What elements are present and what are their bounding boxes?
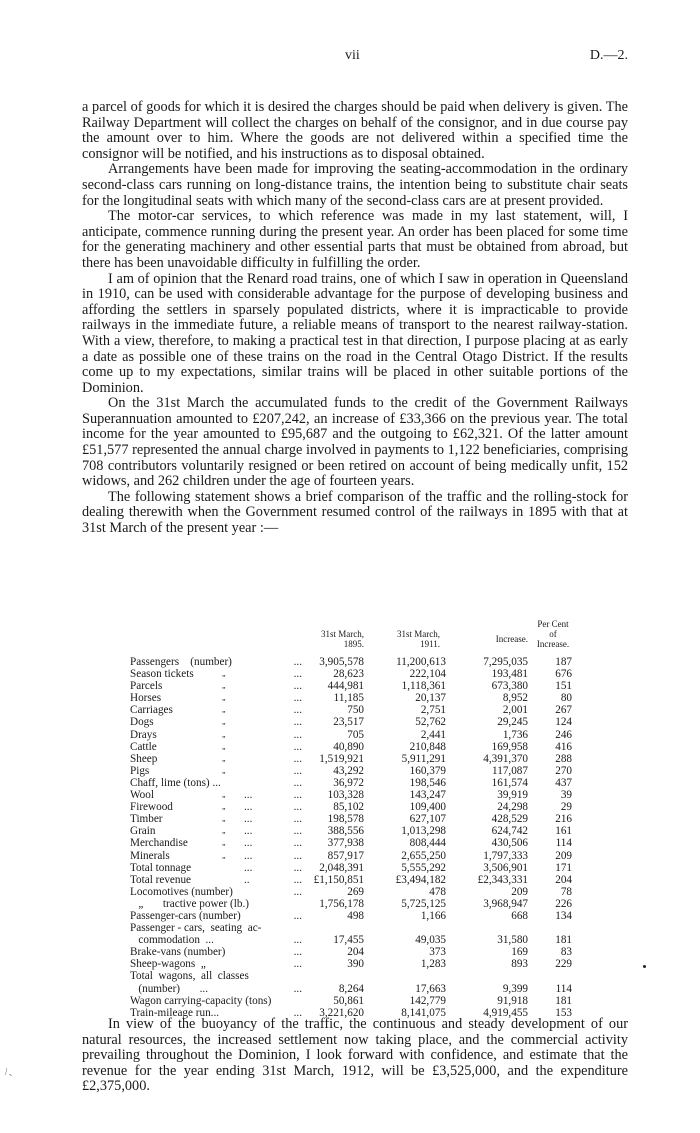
row-leader-dots: ... bbox=[293, 958, 302, 971]
value-percent: 134 bbox=[555, 909, 572, 922]
row-leader-dots bbox=[282, 922, 306, 934]
body-text bbox=[82, 100, 628, 537]
mid-leader-dots: ... bbox=[244, 861, 253, 874]
row-label: Season tickets „ bbox=[130, 668, 227, 681]
page-number: vii bbox=[345, 48, 360, 63]
value-1911: 5,555,292 bbox=[401, 861, 446, 874]
row-label: (number) ... bbox=[130, 982, 208, 995]
header-label-spacer bbox=[130, 619, 306, 656]
table-row bbox=[130, 874, 572, 886]
table-row bbox=[130, 801, 572, 813]
value-increase: 193,481 bbox=[491, 668, 528, 681]
paragraph-seating-accommodation: Arrangements have been made for improving the seating-accommodation in the ordinary second-class cars running on long-distance trains, the intention being to substitute chair seats for the longitudinal seats with which many of the second-class cars are at present provided. bbox=[82, 161, 628, 209]
table-row bbox=[130, 922, 572, 934]
table-row bbox=[130, 850, 572, 862]
value-1911: 1,118,361 bbox=[401, 680, 446, 693]
mid-leader-dots: ... bbox=[244, 813, 253, 826]
value-1911: 1,013,298 bbox=[401, 825, 446, 838]
ditto-mark: „ bbox=[222, 765, 227, 775]
value-percent: 246 bbox=[555, 728, 572, 741]
value-increase: 169,958 bbox=[491, 740, 528, 753]
row-label: Chaff, lime (tons) ... bbox=[130, 776, 221, 789]
table-row bbox=[130, 995, 572, 1007]
value-increase: 209 bbox=[511, 885, 528, 898]
value-percent: 153 bbox=[555, 1006, 572, 1019]
header-percent: Per Cent of Increase. bbox=[536, 619, 570, 649]
value-percent bbox=[528, 970, 572, 982]
value-percent: 229 bbox=[555, 958, 572, 971]
value-percent: 114 bbox=[555, 837, 572, 850]
row-leader-dots: ... bbox=[293, 801, 302, 814]
value-1911: 5,911,291 bbox=[401, 752, 446, 765]
mid-leader-dots: ... bbox=[244, 837, 253, 850]
row-label: Train-mileage run... bbox=[130, 1006, 220, 1019]
row-label: Passenger - cars, seating ac- bbox=[130, 922, 262, 935]
value-1895: 85,102 bbox=[333, 801, 364, 814]
row-leader-dots: ... bbox=[293, 909, 302, 922]
row-leader-dots: ... bbox=[293, 825, 302, 838]
row-label: Horses „ bbox=[130, 692, 227, 705]
value-percent: 29 bbox=[560, 801, 572, 814]
value-percent: 209 bbox=[555, 849, 572, 862]
value-percent: 151 bbox=[555, 680, 572, 693]
value-percent: 83 bbox=[560, 946, 572, 959]
row-label: Firewood „ ... bbox=[130, 801, 253, 814]
row-leader-dots: ... bbox=[293, 668, 302, 681]
table-row bbox=[130, 958, 572, 970]
paragraph-statement-intro: The following statement shows a brief comparison of the traffic and the rolling-stock for dealing therewith when the Government resumed control of the railways in 1895 with that at 31st March of the present year :— bbox=[82, 488, 628, 537]
table-header-row bbox=[130, 619, 572, 656]
value-percent: 204 bbox=[555, 873, 572, 886]
row-label: Pigs „ bbox=[130, 764, 227, 777]
value-percent: 171 bbox=[555, 861, 572, 874]
table-row bbox=[130, 898, 572, 910]
row-label: Minerals „ ... bbox=[130, 849, 253, 862]
table-row bbox=[130, 910, 572, 922]
table-row bbox=[130, 837, 572, 849]
row-label: Dogs „ bbox=[130, 716, 227, 729]
ditto-mark: „ bbox=[222, 729, 227, 739]
mid-leader-dots: ... bbox=[244, 849, 253, 862]
paragraph-parcel-charges: a parcel of goods for which it is desired the charges should be paid when delivery is given. The Railway Department will collect the charges on behalf of the consignor, and in due course pay the amount over to him. Where the goods are not delivered within a specified time the consignor will be notified, and his instructions as to disposal obtained. bbox=[82, 99, 628, 162]
value-increase bbox=[446, 970, 528, 982]
value-1911: 143,247 bbox=[409, 789, 446, 802]
value-1911: 17,663 bbox=[415, 982, 446, 995]
row-leader-dots: ... bbox=[293, 934, 302, 947]
row-leader-dots: ... bbox=[293, 813, 302, 826]
value-increase: 31,580 bbox=[497, 934, 528, 947]
value-percent: 114 bbox=[555, 982, 572, 995]
row-label: Merchandise „ ... bbox=[130, 837, 253, 850]
table-row bbox=[130, 813, 572, 825]
table-row bbox=[130, 680, 572, 692]
row-label: Parcels „ bbox=[130, 680, 227, 693]
row-label: Brake-vans (number) bbox=[130, 946, 226, 959]
value-percent: 226 bbox=[555, 897, 572, 910]
value-1895: 2,048,391 bbox=[319, 861, 364, 874]
value-1895: 1,519,921 bbox=[319, 752, 364, 765]
table-body bbox=[130, 656, 572, 1019]
row-leader-dots: ... bbox=[293, 885, 302, 898]
value-percent: 187 bbox=[555, 656, 572, 668]
margin-pencil-mark: \ - bbox=[1, 1066, 15, 1081]
row-leader-dots: ... bbox=[293, 728, 302, 741]
ditto-mark: „ bbox=[222, 741, 227, 751]
value-percent: 80 bbox=[560, 692, 572, 705]
row-leader-dots: ... bbox=[293, 946, 302, 959]
table-row bbox=[130, 704, 572, 716]
table-row bbox=[130, 970, 572, 982]
mid-leader-dots: .. bbox=[244, 873, 250, 886]
header-1895: 31st March, 1895. bbox=[321, 629, 364, 649]
row-leader-dots: ... bbox=[293, 982, 302, 995]
ditto-mark: „ bbox=[222, 814, 227, 824]
value-increase: 4,391,370 bbox=[483, 752, 528, 765]
row-leader-dots bbox=[282, 970, 306, 982]
value-percent: 39 bbox=[560, 789, 572, 802]
value-1895: 36,972 bbox=[333, 776, 364, 789]
value-1911: 52,762 bbox=[415, 716, 446, 729]
row-leader-dots: ... bbox=[293, 837, 302, 850]
value-increase: 8,952 bbox=[502, 692, 528, 705]
value-1895: 705 bbox=[347, 728, 364, 741]
value-increase: 9,399 bbox=[502, 982, 528, 995]
row-label: „ tractive power (lb.) bbox=[130, 897, 249, 910]
value-1895: 8,264 bbox=[338, 982, 364, 995]
value-1911: £3,494,182 bbox=[395, 873, 446, 886]
paragraph-motor-car-services: The motor-car services, to which reference was made in my last statement, will, I anticipate, commence running during the present year. An order has been placed for some time for the generating machinery and other essential parts that must be obtained from abroad, but there has been unavoidable difficulty in fulfilling the order. bbox=[82, 208, 628, 271]
mid-leader-dots: ... bbox=[244, 825, 253, 838]
value-percent: 124 bbox=[555, 716, 572, 729]
value-1911: 198,546 bbox=[409, 776, 446, 789]
paragraph-superannuation: On the 31st March the accumulated funds to the credit of the Government Railways Superannuation amounted to £207,242, an increase of £33,366 on the previous year. The total income for the year amounted to £95,687 and the outgoing to £62,321. Of the latter amount £51,577 represented the annual charge involved in payments to 1,122 beneficiaries, comprising 708 contributors voluntarily resigned or been retired on account of being medically unfit, 152 widows, and 262 children under the age of fourteen years. bbox=[82, 395, 628, 490]
page-header bbox=[82, 48, 628, 66]
row-label: commodation ... bbox=[130, 934, 214, 947]
table-row bbox=[130, 668, 572, 680]
row-label: Locomotives (number) bbox=[130, 885, 233, 898]
value-increase: 169 bbox=[511, 946, 528, 959]
ditto-mark: „ bbox=[222, 826, 227, 836]
table-row bbox=[130, 741, 572, 753]
value-percent: 437 bbox=[555, 776, 572, 789]
value-1895: 444,981 bbox=[327, 680, 364, 693]
row-leader-dots: ... bbox=[293, 692, 302, 705]
value-1895: 204 bbox=[347, 946, 364, 959]
value-1895: 750 bbox=[347, 704, 364, 717]
value-1911: 2,441 bbox=[420, 728, 446, 741]
value-1911: 627,107 bbox=[409, 813, 446, 826]
row-leader-dots bbox=[282, 898, 306, 910]
value-percent: 676 bbox=[555, 668, 572, 681]
table-row bbox=[130, 729, 572, 741]
value-1895: 377,938 bbox=[327, 837, 364, 850]
value-percent: 181 bbox=[555, 994, 572, 1007]
value-1911 bbox=[364, 970, 446, 982]
value-increase: 3,506,901 bbox=[483, 861, 528, 874]
row-label: Wool „ ... bbox=[130, 789, 253, 802]
table-row bbox=[130, 934, 572, 946]
value-1895: 43,292 bbox=[333, 764, 364, 777]
table-row bbox=[130, 886, 572, 898]
value-increase: 1,797,333 bbox=[483, 849, 528, 862]
row-leader-dots bbox=[282, 995, 306, 1007]
value-1911 bbox=[364, 922, 446, 934]
document-reference: D.—2. bbox=[589, 48, 628, 63]
value-1895: 40,890 bbox=[333, 740, 364, 753]
table-row bbox=[130, 716, 572, 728]
table-row bbox=[130, 789, 572, 801]
value-percent bbox=[528, 922, 572, 934]
ditto-mark: „ bbox=[222, 681, 227, 691]
table-row bbox=[130, 946, 572, 958]
value-1895: 857,917 bbox=[327, 849, 364, 862]
value-increase: 3,968,947 bbox=[483, 897, 528, 910]
value-increase: 29,245 bbox=[497, 716, 528, 729]
value-1911: 2,751 bbox=[420, 704, 446, 717]
row-leader-dots: ... bbox=[293, 716, 302, 729]
row-leader-dots: ... bbox=[293, 764, 302, 777]
value-1895: 103,328 bbox=[327, 789, 364, 802]
ditto-mark: „ bbox=[222, 850, 227, 860]
table-row bbox=[130, 692, 572, 704]
header-increase: Increase. bbox=[495, 634, 528, 644]
value-increase: 161,574 bbox=[491, 776, 528, 789]
table-row bbox=[130, 765, 572, 777]
table-row bbox=[130, 656, 572, 668]
row-leader-dots: ... bbox=[293, 776, 302, 789]
paragraph-renard-road-trains: I am of opinion that the Renard road trains, one of which I saw in operation in Queensland in 1910, can be used with considerable advantage for the purpose of developing business and affording the settlers in sparsely populated districts, where it is impracticable to provide railways in the immediate future, a reliable means of transport to the nearest railway-station. With a view, therefore, to making a practical test in that direction, I purpose placing at as early a date as possible one of these trains on the road in the Central Otago District. If the results come up to my expectations, similar trains will be placed in other suitable portions of the Dominion. bbox=[82, 270, 628, 396]
value-increase: 91,918 bbox=[497, 994, 528, 1007]
value-1895: 23,517 bbox=[333, 716, 364, 729]
value-1911: 20,137 bbox=[415, 692, 446, 705]
value-increase: £2,343,331 bbox=[477, 873, 528, 886]
value-1895: 3,905,578 bbox=[319, 656, 364, 668]
value-increase: 2,001 bbox=[502, 704, 528, 717]
value-1911: 109,400 bbox=[409, 801, 446, 814]
row-label: Passenger-cars (number) bbox=[130, 909, 241, 922]
value-1895: 498 bbox=[347, 909, 364, 922]
value-1895: 390 bbox=[347, 958, 364, 971]
value-increase: 39,919 bbox=[497, 789, 528, 802]
value-1895 bbox=[306, 922, 364, 934]
value-1911: 5,725,125 bbox=[401, 897, 446, 910]
closing-section bbox=[82, 1017, 628, 1095]
value-1895: 3,221,620 bbox=[319, 1006, 364, 1019]
ditto-mark: „ bbox=[222, 693, 227, 703]
value-percent: 288 bbox=[555, 752, 572, 765]
value-1895: 269 bbox=[347, 885, 364, 898]
mid-leader-dots: ... bbox=[244, 789, 253, 802]
value-1911: 222,104 bbox=[409, 668, 446, 681]
value-percent: 216 bbox=[555, 813, 572, 826]
value-1911: 1,166 bbox=[420, 909, 446, 922]
value-increase: 428,529 bbox=[491, 813, 528, 826]
value-1895: 11,185 bbox=[333, 692, 364, 705]
value-increase: 117,087 bbox=[492, 764, 528, 777]
value-increase: 668 bbox=[511, 909, 528, 922]
value-1911: 373 bbox=[429, 946, 446, 959]
value-1895: 28,623 bbox=[333, 668, 364, 681]
row-leader-dots: ... bbox=[293, 1006, 302, 1019]
margin-dot bbox=[643, 965, 646, 968]
table-row bbox=[130, 825, 572, 837]
mid-leader-dots: ... bbox=[244, 801, 253, 814]
value-1911: 478 bbox=[429, 885, 446, 898]
value-percent: 267 bbox=[555, 704, 572, 717]
value-increase: 430,506 bbox=[491, 837, 528, 850]
value-percent: 416 bbox=[555, 740, 572, 753]
traffic-comparison-table bbox=[130, 619, 630, 1019]
value-1895: 198,578 bbox=[327, 813, 364, 826]
ditto-mark: „ bbox=[222, 669, 227, 679]
value-1895 bbox=[306, 970, 364, 982]
value-increase bbox=[446, 922, 528, 934]
row-label: Passengers (number) bbox=[130, 656, 232, 668]
value-1911: 2,655,250 bbox=[401, 849, 446, 862]
value-1911: 808,444 bbox=[409, 837, 446, 850]
value-increase: 673,380 bbox=[491, 680, 528, 693]
row-leader-dots: ... bbox=[293, 740, 302, 753]
row-label: Timber „ ... bbox=[130, 813, 253, 826]
ditto-mark: „ bbox=[222, 705, 227, 715]
value-1911: 49,035 bbox=[415, 934, 446, 947]
row-label: Total wagons, all classes bbox=[130, 970, 249, 983]
row-label: Grain „ ... bbox=[130, 825, 253, 838]
ditto-mark: „ bbox=[222, 717, 227, 727]
value-increase: 7,295,035 bbox=[483, 656, 528, 668]
value-percent: 161 bbox=[555, 825, 572, 838]
value-1895: 388,556 bbox=[327, 825, 364, 838]
paragraph-revenue-forecast: In view of the buoyancy of the traffic, the continuous and steady development of our natural resources, the increased settlement now taking place, and the commercial activity prevailing throughout the Dominion, I look forward with confidence, and estimate that the revenue for the year ending 31st March, 1912, will be £3,525,000, and the expenditure £2,375,000. bbox=[82, 1016, 628, 1095]
row-label: Wagon carrying-capacity (tons) bbox=[130, 994, 272, 1007]
value-percent: 181 bbox=[555, 934, 572, 947]
row-label: Total revenue .. bbox=[130, 873, 250, 886]
value-increase: 4,919,455 bbox=[483, 1006, 528, 1019]
value-1911: 8,141,075 bbox=[401, 1006, 446, 1019]
table-row bbox=[130, 983, 572, 995]
table-row bbox=[130, 753, 572, 765]
value-1911: 160,379 bbox=[409, 764, 446, 777]
row-leader-dots: ... bbox=[293, 789, 302, 802]
row-leader-dots: ... bbox=[293, 861, 302, 874]
row-leader-dots: ... bbox=[293, 873, 302, 886]
ditto-mark: „ bbox=[222, 838, 227, 848]
ditto-mark: „ bbox=[222, 790, 227, 800]
value-1911: 210,848 bbox=[409, 740, 446, 753]
value-1895: 1,756,178 bbox=[319, 897, 364, 910]
value-increase: 1,736 bbox=[502, 728, 528, 741]
value-1911: 11,200,613 bbox=[396, 656, 446, 668]
row-leader-dots: ... bbox=[293, 656, 302, 668]
table-row bbox=[130, 862, 572, 874]
ditto-mark: „ bbox=[222, 753, 227, 763]
value-1895: £1,150,851 bbox=[313, 873, 364, 886]
row-label: Cattle „ bbox=[130, 740, 227, 753]
value-increase: 24,298 bbox=[497, 801, 528, 814]
value-percent: 78 bbox=[560, 885, 572, 898]
row-leader-dots: ... bbox=[293, 704, 302, 717]
row-label: Sheep „ bbox=[130, 752, 227, 765]
row-label: Total tonnage ... bbox=[130, 861, 253, 874]
row-leader-dots: ... bbox=[293, 752, 302, 765]
row-label: Carriages „ bbox=[130, 704, 227, 717]
row-leader-dots: ... bbox=[293, 680, 302, 693]
value-1911: 142,779 bbox=[409, 994, 446, 1007]
table-row bbox=[130, 777, 572, 789]
value-percent: 270 bbox=[555, 764, 572, 777]
value-1895: 17,455 bbox=[333, 934, 364, 947]
value-increase: 624,742 bbox=[491, 825, 528, 838]
row-label: Sheep-wagons „ bbox=[130, 958, 206, 971]
row-label: Drays „ bbox=[130, 728, 227, 741]
row-leader-dots: ... bbox=[293, 849, 302, 862]
value-increase: 893 bbox=[511, 958, 528, 971]
value-1895: 50,861 bbox=[333, 994, 364, 1007]
header-1911: 31st March, 1911. bbox=[397, 629, 440, 649]
ditto-mark: „ bbox=[222, 802, 227, 812]
value-1911: 1,283 bbox=[420, 958, 446, 971]
